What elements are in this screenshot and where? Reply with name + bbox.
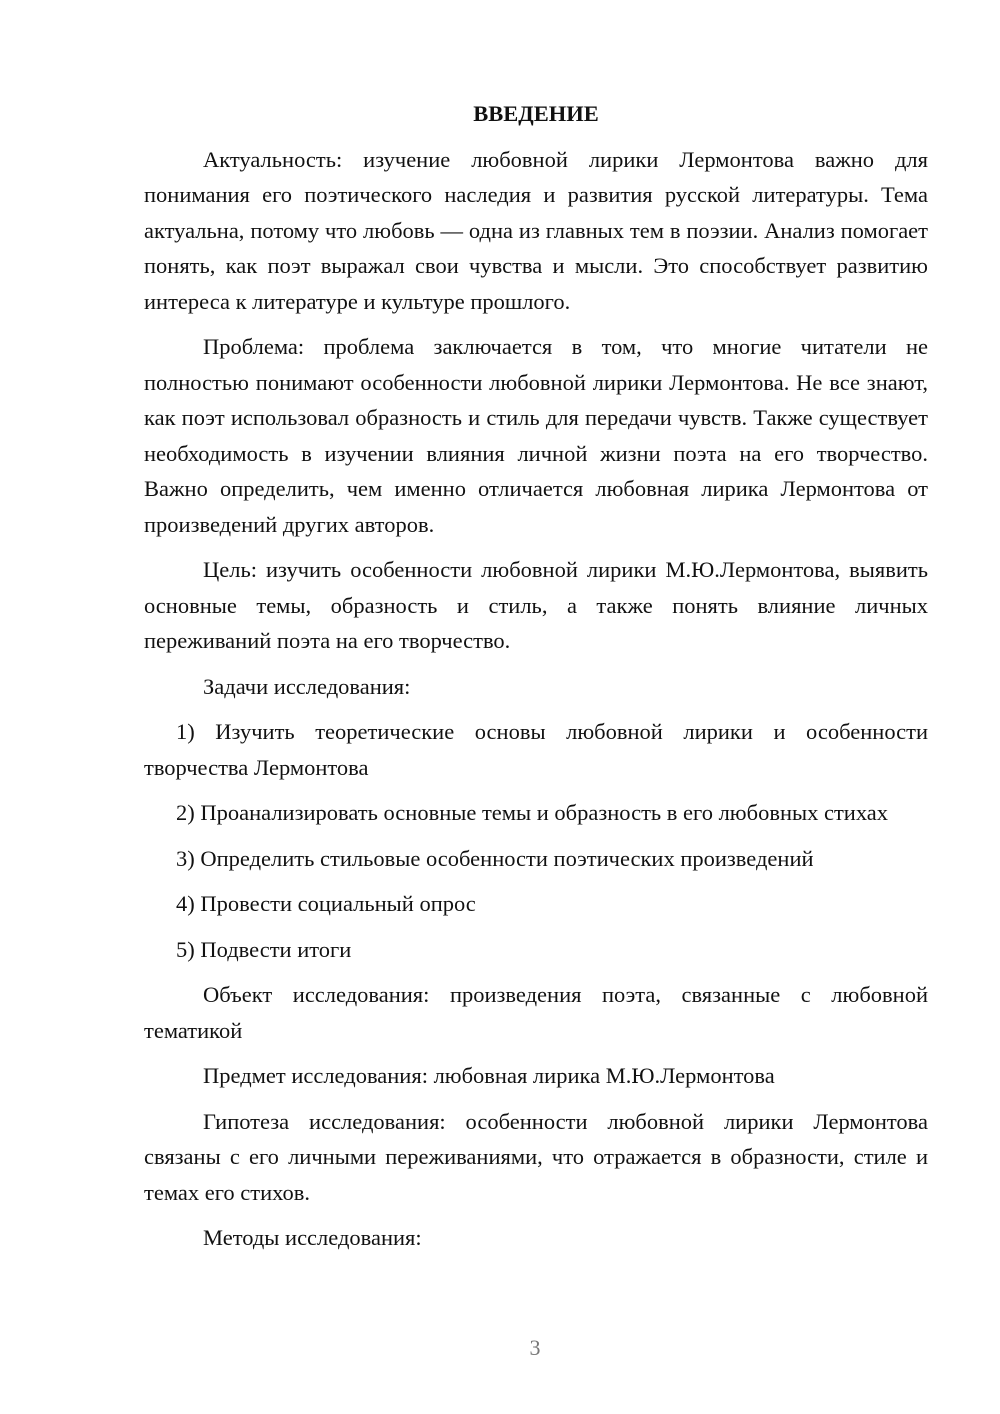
object-paragraph: Объект исследования: произведения поэта, связанные с любовной тематикой <box>144 982 928 1043</box>
task-item-2: 2) Проанализировать основные темы и образность в его любовных стихах <box>176 800 889 825</box>
task-item-1: 1) Изучить теоретические основы любовной лирики и особенности творчества Лермонтова <box>144 719 928 780</box>
goal-paragraph: Цель: изучить особенности любовной лирики М.Ю.Лермонтова, выявить основные темы, образность и стиль, а также понять влияние личных переживаний поэта на его творчество. <box>144 557 928 653</box>
tasks-heading: Задачи исследования: <box>203 673 411 699</box>
page-title: ВВЕДЕНИЕ <box>473 101 599 126</box>
task-item-5: 5) Подвести итоги <box>176 936 352 962</box>
task-item-3: 3) Определить стильовые особенности поэтических произведений <box>176 845 814 871</box>
hypothesis-paragraph: Гипотеза исследования: особенности любовной лирики Лермонтова связаны с его личными переживаниями, что отражается в образности, стиле и темах его стихов. <box>144 1108 928 1205</box>
task-item-4: 4) Провести социальный опрос <box>176 891 476 916</box>
page-number: 3 <box>529 1335 541 1360</box>
problem-paragraph: Проблема: проблема заключается в том, что многие читатели не полностью понимают особенности любовной лирики Лермонтова. Не все знают, как поэт использовал образность и стиль для передачи чувств. Также существует необходимость в изучении влияния личной жизни поэта на его творчество. Важно определить, чем именно отличается любовная лирика Лермонтова от произведений других авторов. <box>144 334 928 537</box>
relevance-paragraph: Актуальность: изучение любовной лирики Лермонтова важно для понимания его поэтического наследия и развития русской литературы. Тема актуальна, потому что любовь — одна из главных тем в поэзии. Анализ помогает понять, как поэт выражал свои чувства и мысли. Это способствует развитию интереса к литературе и культуре прошлого. <box>144 146 928 314</box>
methods-heading: Методы исследования: <box>203 1225 422 1250</box>
subject-paragraph: Предмет исследования: любовная лирика М.Ю.Лермонтова <box>203 1063 775 1088</box>
page-content <box>144 96 928 1266</box>
